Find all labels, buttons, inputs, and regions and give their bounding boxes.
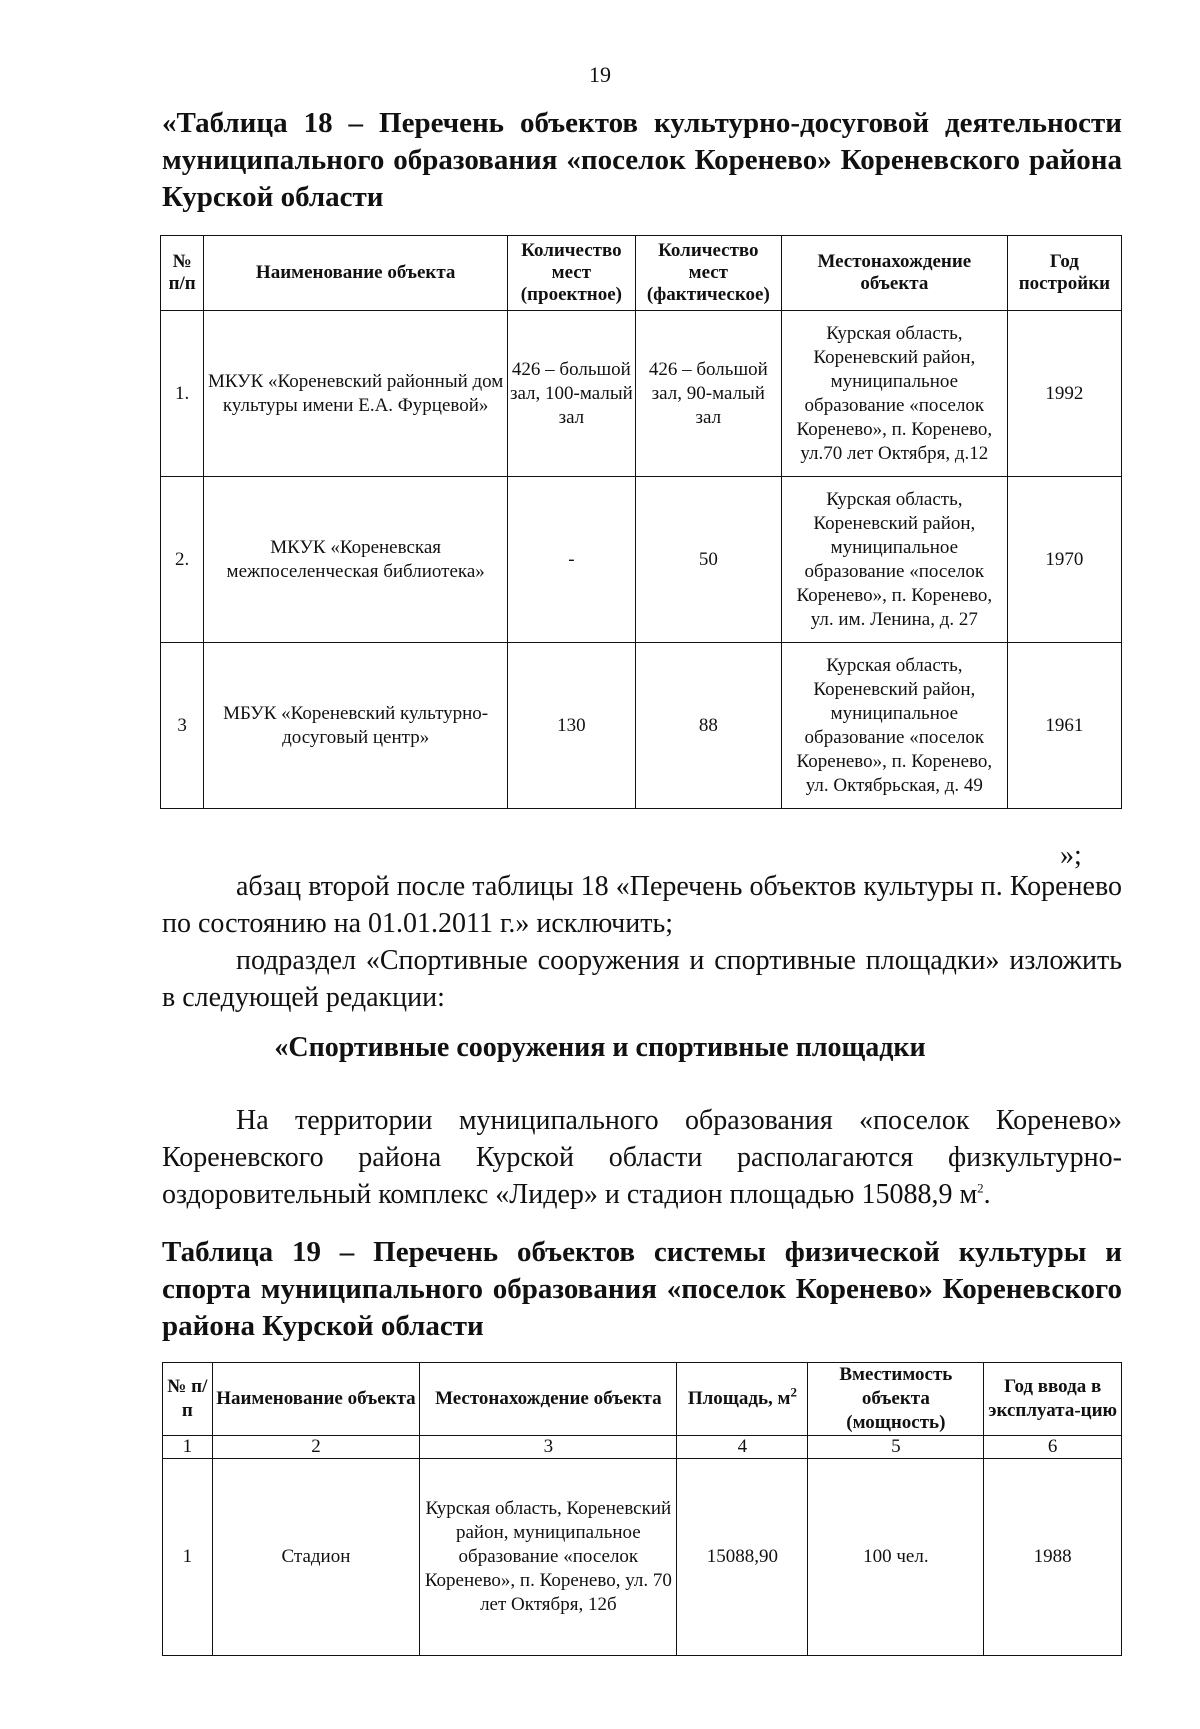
cell-area: 15088,90 [677,1459,808,1656]
paragraph-subsection: подраздел «Спортивные сооружения и спортивные площадки» изложить в следующей редакции: [162,945,1122,1013]
cell-location: Курская область, Кореневский район, муниципальное образование «поселок Коренево», п. Коренево, ул. Октябрьская, д. 49 [781,643,1007,809]
cell-year: 1961 [1007,643,1121,809]
cell-seats-actual: 426 – большой зал, 90-малый зал [635,311,781,477]
cell-seats-project: 426 – большой зал, 100-малый зал [507,311,635,477]
cell-seats-actual: 88 [635,643,781,809]
cell-location: Курская область, Кореневский район, муниципальное образование «поселок Коренево», п. Коренево, ул. им. Ленина, д. 27 [781,477,1007,643]
section-title: «Спортивные сооружения и спортивные площадки [274,1032,926,1063]
column-number: 1 [163,1436,213,1459]
cell-year: 1992 [1007,311,1121,477]
cell-year: 1988 [984,1459,1122,1656]
header-seats-project: Количество мест (проектное) [507,236,635,311]
column-number-row [163,1436,1122,1459]
page-number: 19 [589,62,611,87]
header-name: Наименование объекта [204,236,508,311]
table-row [161,311,1122,477]
header-year: Год ввода в эксплуата-цию [984,1363,1122,1436]
column-number: 4 [677,1436,808,1459]
table-row [161,643,1122,809]
column-number: 2 [212,1436,420,1459]
cell-name: МБУК «Кореневский культурно-досуговый центр» [204,643,508,809]
column-number: 5 [808,1436,984,1459]
header-area [677,1363,808,1436]
cell-num: 2. [161,477,204,643]
cell-num: 3 [161,643,204,809]
column-number: 3 [420,1436,677,1459]
header-location: Местонахождение объекта [781,236,1007,311]
column-number: 6 [984,1436,1122,1459]
cell-seats-project: 130 [507,643,635,809]
table-row [163,1459,1122,1656]
header-year: Год постройки [1007,236,1121,311]
header-num: № п/п [161,236,204,311]
area-unit-sup: 2 [977,1180,984,1196]
territory-end: . [983,1179,991,1210]
table-18-caption: «Таблица 18 – Перечень объектов культурно-досуговой деятельности муниципального образования «поселок Коренево» Кореневского района Курской области [162,107,1122,213]
header-area-label: Площадь, м [687,1388,791,1409]
paragraph-exclusion: абзац второй после таблицы 18 «Перечень объектов культуры п. Коренево по состоянию на 01.01.2011 г.» исключить; [162,871,1122,939]
header-seats-actual: Количество мест (фактическое) [635,236,781,311]
paragraph-territory [162,1102,1122,1213]
cell-num: 1 [163,1459,213,1656]
closing-quote: »; [1060,840,1082,871]
cell-location: Курская область, Кореневский район, муниципальное образование «поселок Коренево», п. Коренево, ул.70 лет Октября, д.12 [781,311,1007,477]
header-area-sup: 2 [790,1384,797,1400]
culture-objects-table [160,235,1122,809]
header-capacity: Вместимость объекта (мощность) [808,1363,984,1436]
cell-capacity: 100 чел. [808,1459,984,1656]
sports-objects-table [162,1362,1122,1656]
header-location: Местонахождение объекта [420,1363,677,1436]
territory-text: На территории муниципального образования «поселок Коренево» Кореневского района Курской области располагаются физкультурно-оздоровительный комплекс «Лидер» и стадион площадью 15088,9 м [162,1105,1122,1210]
cell-name: МКУК «Кореневская межпоселенческая библиотека» [204,477,508,643]
table-19-caption: Таблица 19 – Перечень объектов системы физической культуры и спорта муниципального образования «поселок Коренево» Кореневского района Курской области [162,1236,1122,1342]
header-name: Наименование объекта [212,1363,420,1436]
table-header-row [161,236,1122,311]
cell-year: 1970 [1007,477,1121,643]
cell-num: 1. [161,311,204,477]
cell-name: Стадион [212,1459,420,1656]
table-header-row [163,1363,1122,1436]
cell-seats-actual: 50 [635,477,781,643]
table-row [161,477,1122,643]
cell-seats-project: - [507,477,635,643]
cell-name: МКУК «Кореневский районный дом культуры имени Е.А. Фурцевой» [204,311,508,477]
header-num: № п/п [163,1363,213,1436]
cell-location: Курская область, Кореневский район, муниципальное образование «поселок Коренево», п. Коренево, ул. 70 лет Октября, 12б [420,1459,677,1656]
